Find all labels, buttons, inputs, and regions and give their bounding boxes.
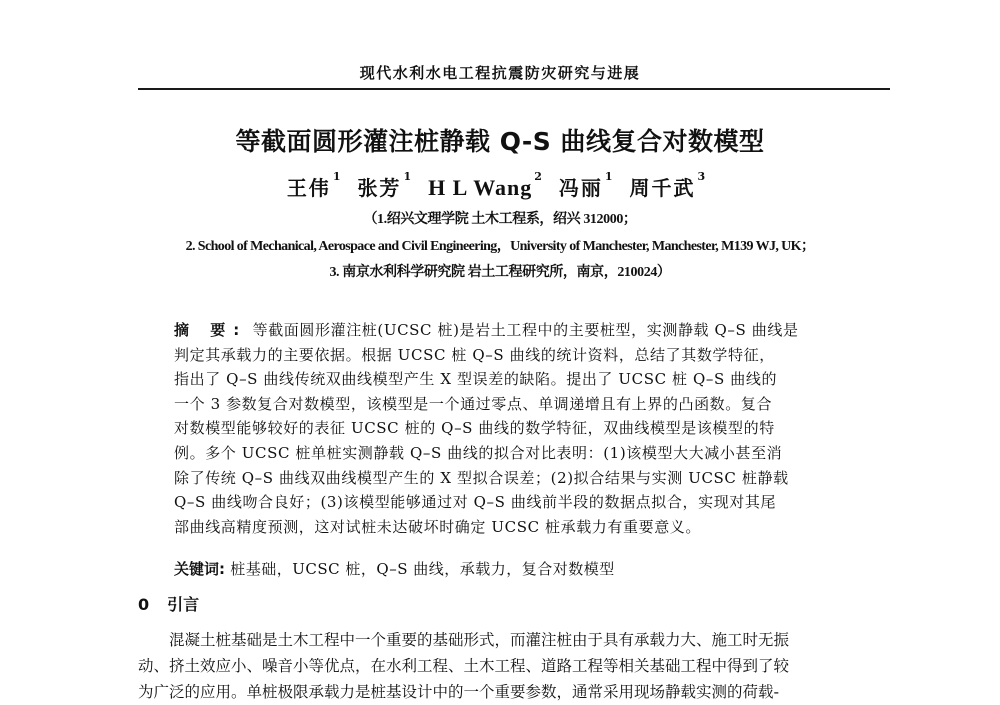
author-affiliation-mark: 1 (604, 170, 613, 183)
running-head: 现代水利水电工程抗震防灾研究与进展 (359, 64, 641, 82)
affiliation-2: 2. School of Mechanical, Aerospace and Civil Engineering，University of Manchester, Manchester, M139 WJ, UK； (185, 239, 815, 254)
paper-title: 等截面圆形灌注桩静载 Q-S 曲线复合对数模型 (235, 127, 765, 156)
affiliation-3: 3. 南京水利科学研究院 岩土工程研究所，南京，210024） (329, 265, 671, 280)
author-name: 王伟 (286, 176, 331, 200)
author-affiliation-mark: 1 (403, 170, 412, 183)
section-title: 引言 (167, 595, 200, 614)
abstract-line: 一个 3 参数复合对数模型，该模型是一个通过零点、单调递增且有上界的凸函数。复合 (174, 394, 773, 413)
keywords (174, 558, 615, 579)
abstract-line: 判定其承载力的主要依据。根据 UCSC 桩 Q–S 曲线的统计资料，总结了其数学特征， (174, 345, 775, 364)
abstract-line: 指出了 Q–S 曲线传统双曲线模型产生 X 型误差的缺陷。提出了 UCSC 桩 Q–S 曲线的 (174, 370, 778, 389)
body-line: 为广泛的应用。单桩极限承载力是桩基设计中的一个重要参数，通常采用现场静载实测的荷载- (138, 683, 780, 701)
abstract-line: 除了传统 Q–S 曲线双曲线模型产生的 X 型拟合误差；(2)拟合结果与实测 UCSC 桩静载 (174, 468, 789, 487)
section-number: 0 (138, 595, 150, 614)
body-paragraph (138, 627, 890, 705)
abstract-label: 摘 要: (174, 321, 248, 339)
author-affiliation-mark: 1 (332, 170, 341, 183)
header-rule (138, 88, 890, 90)
abstract (174, 318, 854, 539)
abstract-line: 对数模型能够较好的表征 UCSC 桩的 Q–S 曲线的数学特征，双曲线模型是该模型的特 (174, 419, 775, 438)
abstract-line (174, 318, 854, 343)
author-name: 张芳 (357, 176, 402, 200)
body-line: 动、挤土效应小、噪音小等优点，在水利工程、土木工程、道路工程等相关基础工程中得到了较 (138, 657, 790, 675)
author-affiliation-mark: 2 (534, 170, 542, 183)
abstract-line: 例。多个 UCSC 桩单桩实测静载 Q–S 曲线的拟合对比表明：(1)该模型大大减小甚至消 (174, 443, 783, 462)
author-name: H L Wang (428, 175, 533, 200)
abstract-line: Q–S 曲线吻合良好；(3)该模型能够通过对 Q–S 曲线前半段的数据点拟合，实现对其尾 (174, 493, 777, 512)
author-name: 周千武 (629, 176, 696, 200)
author-list (0, 172, 1000, 201)
affiliation-1: （1.绍兴文理学院 土木工程系，绍兴 312000； (363, 212, 637, 227)
keywords-label: 关键词: (174, 560, 225, 578)
author-affiliation-mark: 3 (697, 170, 706, 183)
abstract-line: 部曲线高精度预测，这对试桩未达破坏时确定 UCSC 桩承载力有重要意义。 (174, 517, 702, 536)
author-name: 冯丽 (558, 176, 603, 200)
section-heading (138, 592, 199, 615)
abstract-text: 等截面圆形灌注桩(UCSC 桩)是岩土工程中的主要桩型，实测静载 Q–S 曲线是 (252, 321, 799, 339)
body-line: 混凝土桩基础是土木工程中一个重要的基础形式，而灌注桩由于具有承载力大、施工时无振 (169, 631, 790, 649)
keywords-value: 桩基础，UCSC 桩，Q–S 曲线，承载力，复合对数模型 (230, 560, 615, 578)
